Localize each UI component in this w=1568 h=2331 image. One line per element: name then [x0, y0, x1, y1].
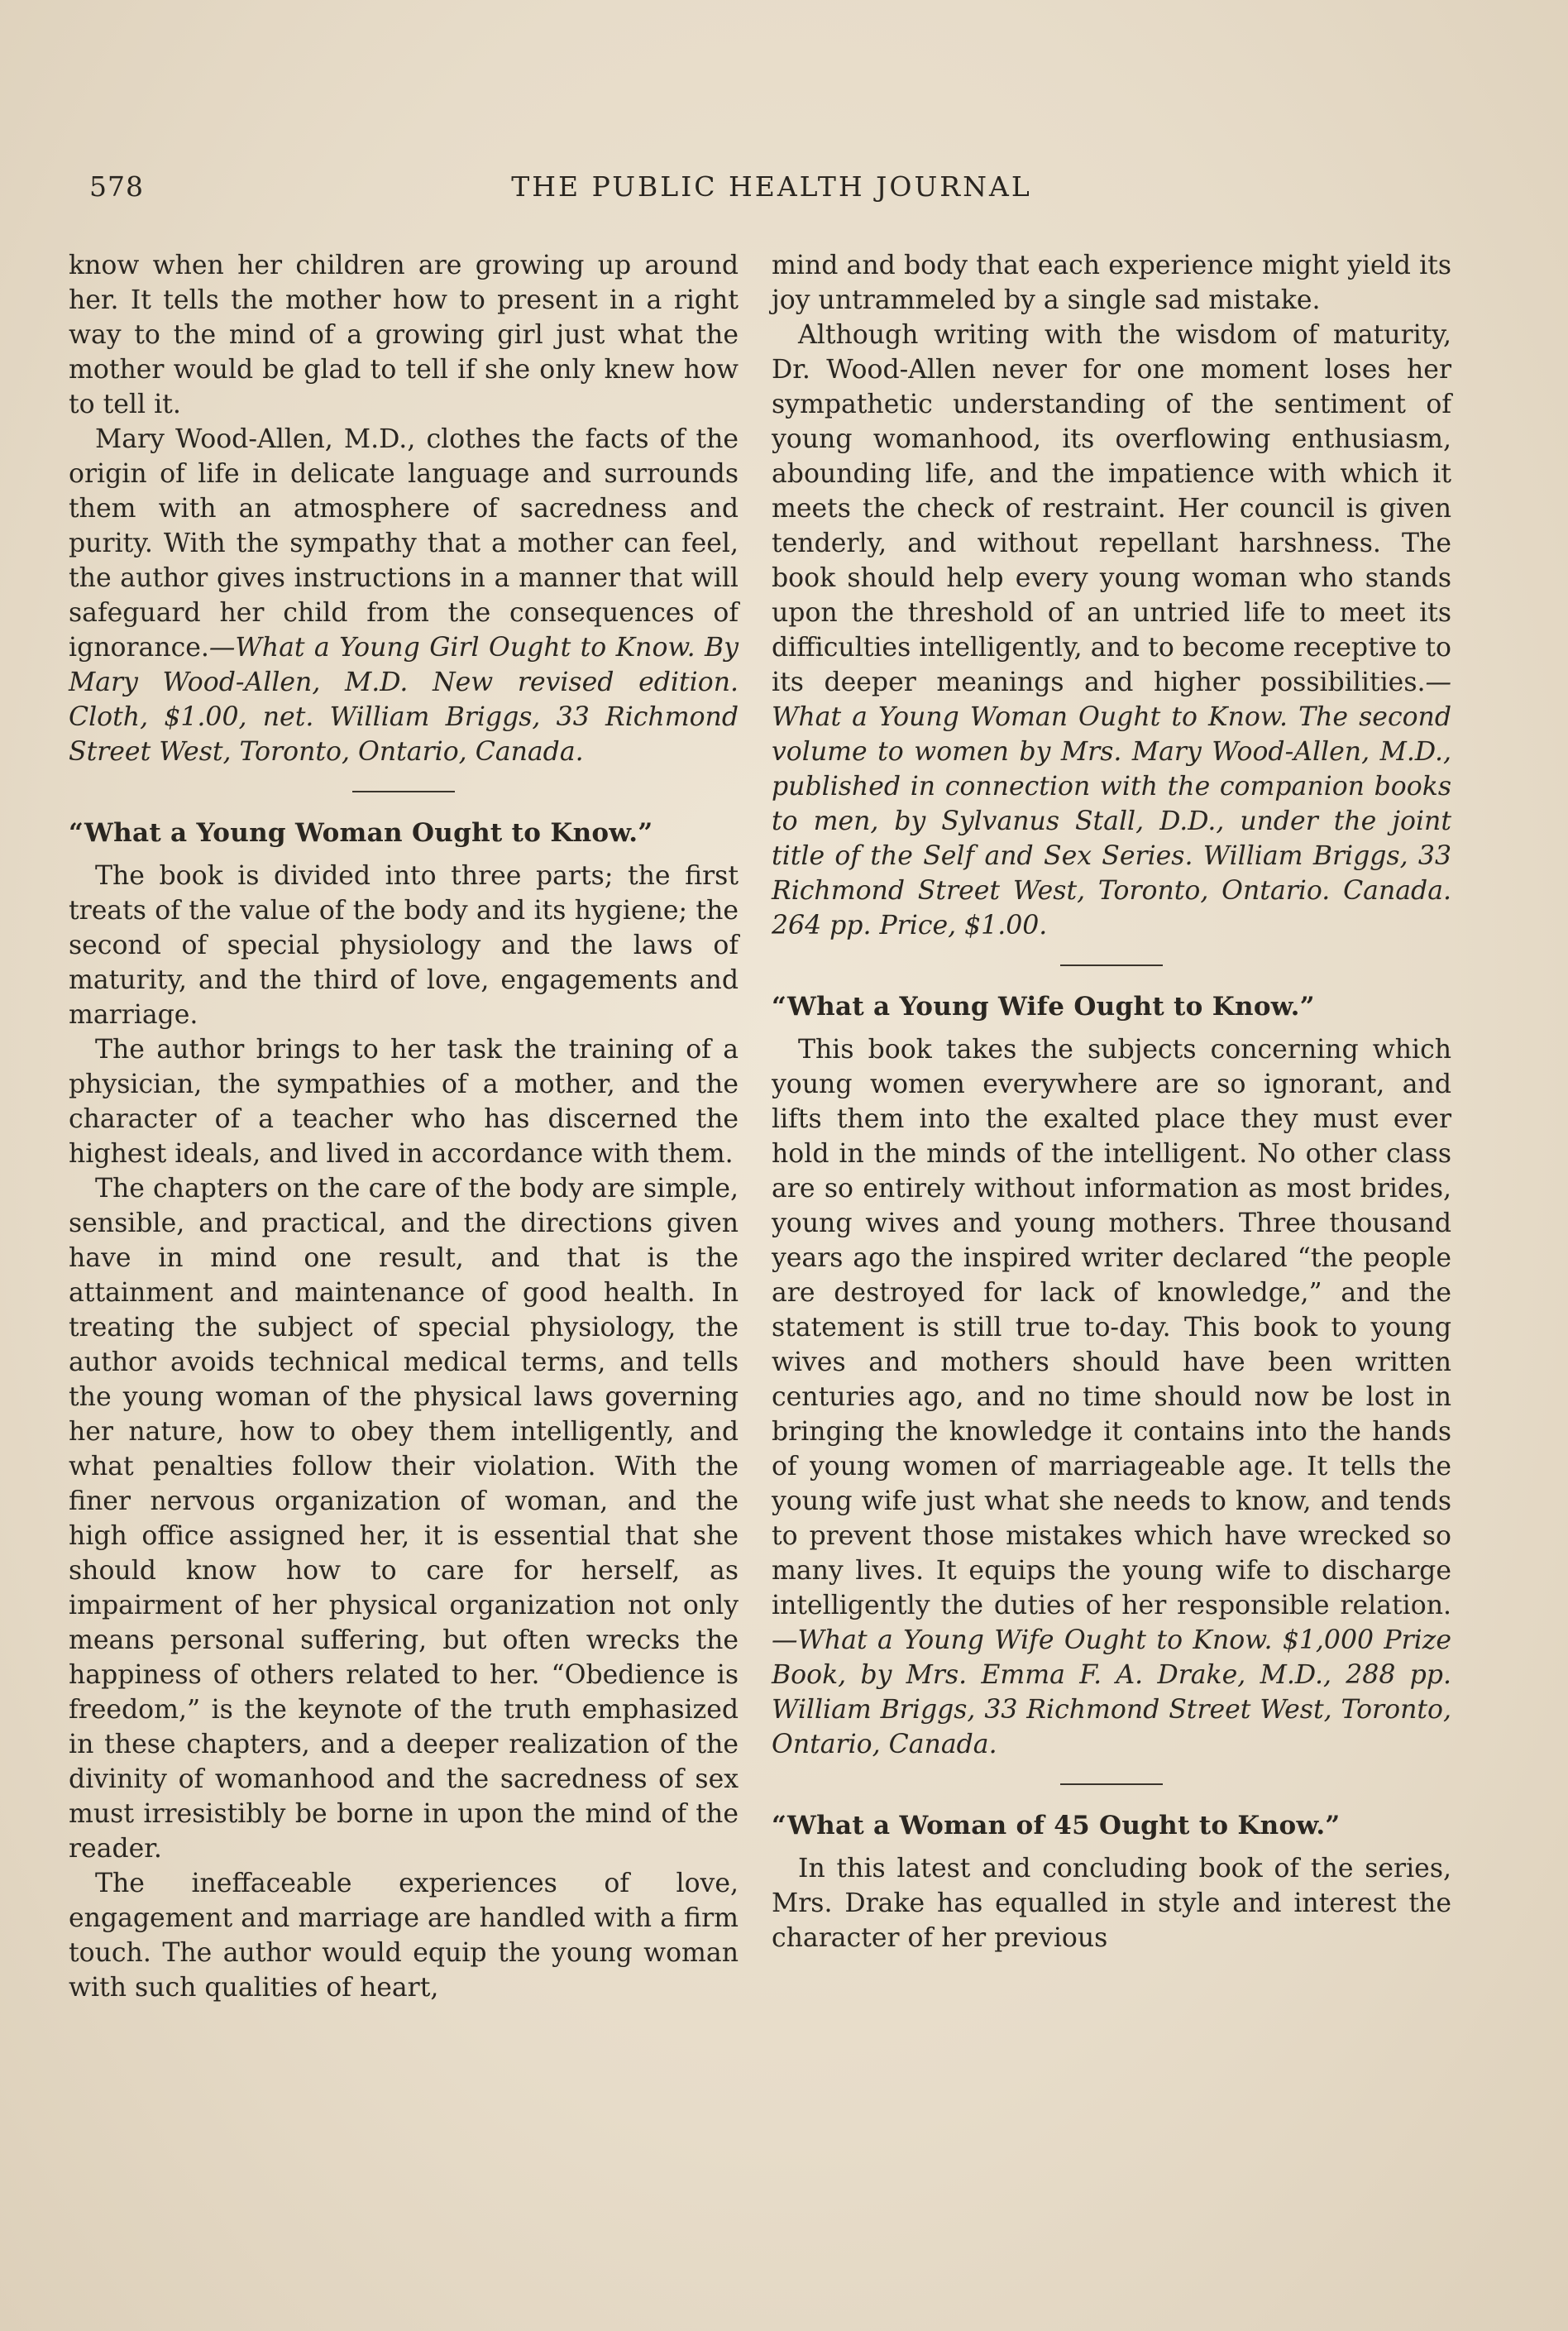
paragraph: The chapters on the care of the body are simple, sensible, and practical, and the directions given have in mind one result, and that is the attainment and maintenance of good health. In treating the subject of special physiology, the author avoids technical medical terms, and tells the young woman of the physical laws governing her nature, how to obey them intelligently, and what penalties follow their violation. With the finer nervous organization of woman, and the high office assigned her, it is essential that she should know how to care for herself, as impairment of her physical organization not only means personal suffering, but often wrecks the happiness of others related to her. “Obedience is freedom,” is the keynote of the truth emphasized in these chapters, and a deeper realization of the divinity of womanhood and the sacredness of sex must irresistibly be borne in upon the mind of the reader.: [69, 1174, 739, 1864]
right-column: [772, 248, 1451, 1955]
left-column: [69, 248, 739, 2005]
paragraph: mind and body that each experience might yield its joy untrammeled by a single sad mistake.: [772, 251, 1451, 315]
paragraph-text: This book takes the subjects concerning which young women everywhere are so ignorant, and lifts them into the exalted place they must ever hold in the minds of the intelligent. No other class are so entirely without information as most brides, young wives and young mothers. Three thousand years ago the inspired writer declared “the people are destroyed for lack of knowledge,” and the statement is still true to-day. This book to young wives and mothers should have been written centuries ago, and no time should now be lost in bringing the knowledge it contains into the hands of young women of marriageable age. It tells the young wife just what she needs to know, and tends to prevent those mistakes which have wrecked so many lives. It equips the young wife to discharge intelligently the duties of her responsible relation.: [772, 1035, 1451, 1620]
book-citation: —What a Young Woman Ought to Know. The second volume to women by Mrs. Mary Wood-Allen, M.D., published in connection with the companion books to men, by Sylvanus Stall, D.D., under the joint title of the Self and Sex Series. William Briggs, 33 Richmond Street West, Toronto, Ontario. Canada. 264 pp. Price, $1.00.: [772, 668, 1451, 941]
page-number: 578: [89, 170, 144, 203]
paragraph-text: Although writing with the wisdom of maturity, Dr. Wood-Allen never for one moment loses her sympathetic understanding of the sentiment of young womanhood, its overflowing enthusiasm, abounding life, and the impatience with which it meets the check of restraint. Her council is given tenderly, and without repellant harshness. The book should help every young woman who stands upon the threshold of an untried life to meet its difficulties intelligently, and to become receptive to its deeper meanings and higher possibilities.: [772, 320, 1451, 697]
book-citation: —What a Young Girl Ought to Know. By Mary Wood-Allen, M.D. New revised edition. Cloth, $1.00, net. William Briggs, 33 Richmond Street West, Toronto, Ontario, Canada.: [69, 633, 739, 767]
page-header: [89, 170, 1454, 212]
paragraph: [772, 1032, 1451, 1762]
book-citation: —What a Young Wife Ought to Know. $1,000 Prize Book, by Mrs. Emma F. A. Drake, M.D., 288 pp. William Briggs, 33 Richmond Street West, Toronto, Ontario, Canada.: [772, 1625, 1451, 1759]
paragraph: [69, 422, 739, 769]
section-heading: “What a Woman of 45 Ought to Know.”: [772, 1811, 1341, 1840]
paragraph: [772, 318, 1451, 943]
paragraph-text: Mary Wood-Allen, M.D., clothes the facts of the origin of life in delicate language and surrounds them with an atmosphere of sacredness and purity. With the sympathy that a mother can feel, the author gives instructions in a manner that will safeguard her child from the consequences of ignorance.: [69, 424, 739, 663]
section-heading: “What a Young Woman Ought to Know.”: [69, 818, 653, 848]
paragraph: In this latest and concluding book of the series, Mrs. Drake has equalled in style and interest the character of her previous: [772, 1854, 1451, 1953]
paragraph: know when her children are growing up around her. It tells the mother how to present in a right way to the mind of a growing girl just what the mother would be glad to tell if she only knew how to tell it.: [69, 251, 739, 419]
paragraph: The ineffaceable experiences of love, engagement and marriage are handled with a firm touch. The author would equip the young woman with such qualities of heart,: [69, 1869, 739, 2003]
running-head: THE PUBLIC HEALTH JOURNAL: [511, 170, 1032, 203]
paragraph: The book is divided into three parts; the first treats of the value of the body and its hygiene; the second of special physiology and the laws of maturity, and the third of love, engagements and marriage.: [69, 861, 739, 1030]
section-divider: [352, 791, 455, 792]
paragraph: The author brings to her task the training of a physician, the sympathies of a mother, and the character of a teacher who has discerned the highest ideals, and lived in accordance with them.: [69, 1035, 739, 1169]
section-divider: [1060, 1783, 1163, 1785]
section-divider: [1060, 964, 1163, 966]
section-heading: “What a Young Wife Ought to Know.”: [772, 992, 1315, 1022]
